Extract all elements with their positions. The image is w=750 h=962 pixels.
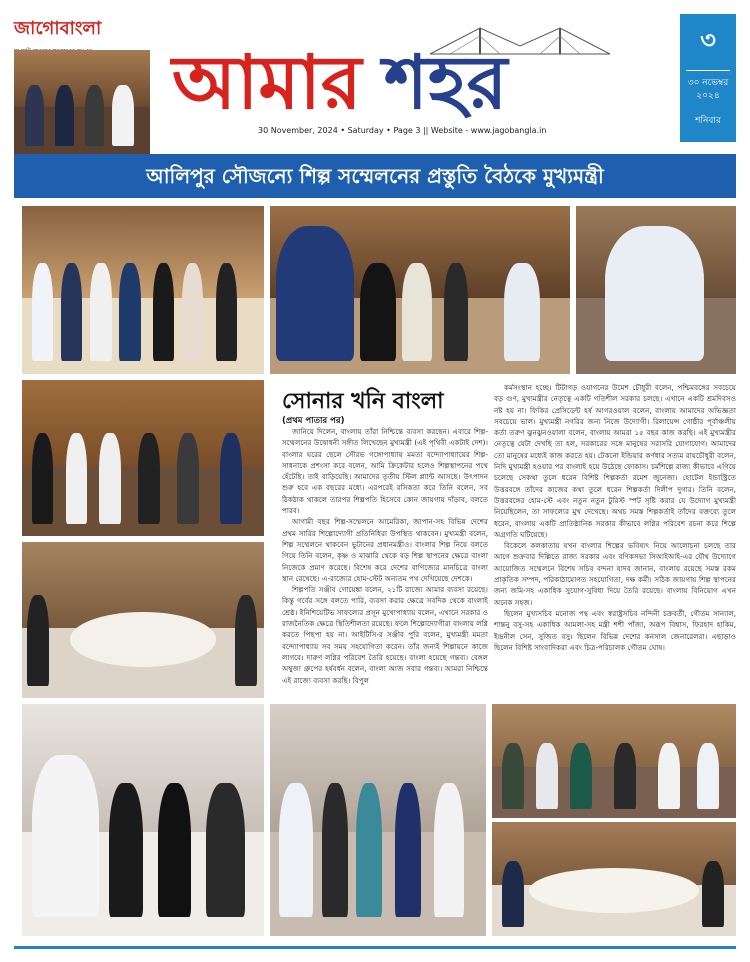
article-paragraph: বিকেলে কলকাতায় যখন বাংলার শিল্পের ভবিষ্যৎ নিয়ে আলোচনা চলছে তার আগে শুক্রবার দিল্লিতে রাজ্য সরকার এবং বণিকসভা সিআইআই-এর যৌথ উদ্যোগে আয়োজিত সম্মেলনে বিশেষ সচিব বন্দনা যাদব জানান, বাংলায় রয়েছে সমস্ত রকম প্রাকৃতিক সম্পদ, পরিকাঠামোগত সহযোগিতা, দক্ষ কর্মী। সঠিক জায়গায় শিল্প স্থাপনের জন্য জমি-সহ একাধিক সুযোগ-সুবিধা দিয়ে তৈরি রয়েছে। বাংলায় বিনিয়োগ এখন অনেক সহজ। (494, 541, 736, 607)
bottom-rule (14, 946, 736, 949)
masthead-part1: আমার (172, 40, 362, 126)
page-number: ৩ (700, 26, 716, 54)
photo-1 (22, 206, 264, 374)
photo-5 (22, 542, 264, 698)
article-paragraph: জানিয়ে দিলেন, বাংলায় তাঁরা নিশ্চিন্তে ব্যবসা করছেন। এবারে শিল্প-সম্মেলনের উদ্বোধনী সঙ্গীত লিখেছেন মুখ্যমন্ত্রী (এই পৃথিবী একটাই দেশ)। বাংলার ঘরের ছেলে সৌরভ গঙ্গোপাধ্যায় মমতা বন্দ্যোপাধ্যায়ের শিল্প-সাধনাকে প্রশংসা করে বলেন, আমি ক্রিকেটার হলেও শিল্পস্থাপনের পথে হেঁটেছি। তাই বাড়িয়েছি। আমাদের তৃতীয় স্টিল প্ল্যান্ট আসছে। উৎপাদন শুরু হবে এক বছরের মধ্যে। এরপরেই রসিকতা করে তিনি বলেন, সব ঠিকঠাক থাকলে তারপর শিল্পপতি হিসেবে কোন জায়গায় দাঁড়াব, বলতে পারব। (282, 427, 488, 516)
photo-8 (492, 704, 736, 818)
photo-9 (492, 822, 736, 936)
article-col2 (494, 382, 736, 698)
article-subtitle: (প্রথম পাতার পর) (282, 416, 345, 426)
article-paragraph: ছিলেন মুখ্যসচিব মনোজ পন্থ এবং স্বরাষ্ট্রসচিব নন্দিনী চক্রবর্তী, গৌতম সান্যাল, শান্তনু বসু-সহ একাধিক আমলা-সহ মন্ত্রী শশী পাঁজা, অরূপ বিশ্বাস, ফিরহাদ হাকিম, ইন্দ্রনীল সেন, সুজিত বসু। ছিলেন বিভিন্ন দেশের কনসাল জেনারেলরা। এছাড়াও ছিলেন বিশিষ্ট সাংবাদিকরা এবং চিত্র-পরিচালক গৌতম ঘোষ। (494, 608, 736, 652)
article-paragraph: কর্মসংস্থান হচ্ছে। টিটাগড় ওয়াগনের উমেশ চৌধুরী বলেন, পশ্চিমবঙ্গের সবচেয়ে বড় গুণ, মুখ্যমন্ত্রীর নেতৃত্বে একটি গতিশীল সরকার চলছে। এখানে একটি শ্রমদিবসও নষ্ট হয় না। ফিকির প্রেসিডেন্ট হর্ষ আগরওয়াল বলেন, বাংলায় আমাদের অভিজ্ঞতা সবচেয়ে ভাল। মুখ্যমন্ত্রী নগরির জন্য নিজে উদ্যোগী। রিলায়েন্স গোষ্ঠীর পূর্বাঞ্চলীয় কর্তা তরুণ ঝুনঝুনওয়ালা বলেন, বাংলায় আমরা ১৫ বছর কাজ করছি। এই মুখ্যমন্ত্রীর নেতৃত্বে যেটা দেখছি তা হল, সরকারের সঙ্গে মানুষের সরাসরি যোগাযোগ। আমাদের তো মানুষের মধ্যেই কাজ করতে হয়। টেকনো ইন্ডিয়ার কর্ণধার সত্যম রায়চৌধুরী বলেন, নিদি মুখ্যমন্ত্রী হওয়ার পর বাংলাই হয়ে উঠেছে ফোকাস। চর্মশিল্পে রাজ্য কীভাবে এগিয়ে চলেছে সেকথা তুলে ধরেন বিশিষ্ট শিল্পকর্তা রমেশ জুনেজা। হোটেল ইন্ডাস্ট্রিতে উত্তরবঙ্গে তাঁদের কাজের কথা তুলে ধরেন শিল্পকর্তা দিলীপ দুগার। তিনি বলেন, উত্তরবঙ্গের হোম-স্টে এবং নতুন নতুন টুরিস্ট স্পট সৃষ্টি করার যে উদ্যোগ মুখ্যমন্ত্রী নিয়েছিলেন, তা সাফল্যের মুখ দেখেছে। অথচ সমস্ত শিল্পকর্তাই তাঁদের বক্তব্যে তুলে ধরেন, বাংলায় একটি প্রাতিষ্ঠানিক সরকার কীভাবে লগ্নির পরিবেশ রচনা করে শিল্পে অগ্রগতি ঘটিয়েছে। (494, 383, 736, 539)
article-paragraph: আগামী বছর শিল্প-সম্মেলনে আমেরিকা, জাপান-সহ বিভিন্ন দেশের প্রথম সারির শিল্পোদ্যোগী প্রতিনিধিরা উপস্থিত থাকবেন। মুখ্যমন্ত্রী বলেন, শিল্প সম্মেলনে থাকবেন ভুটানের প্রধানমন্ত্রীও। বাংলার শিল্প নিয়ে বলতে গিয়ে তিনি বলেন, কৃষ্ণ ও মাঝারি থেকে বড় শিল্প স্থাপনের ক্ষেত্রে বাংলা নিজেকে প্রমাণ করেছে। বিশেষ করে দেশের বাণিজ্যের মানচিত্রে বাংলা স্থান রেখেছে। এ-রাজ্যের হোম-স্টেট অন্যতম পথ দেখিয়েছে দেশকে। (282, 517, 488, 583)
article-title: সোনার খনি বাংলা (282, 389, 444, 414)
brand-logo (14, 14, 150, 44)
photo-6 (22, 704, 264, 936)
article-paragraph: শিল্পপতি সঞ্জীব গোয়েঙ্কা বলেন, ২১টি রাজ্যে আমার ব্যবসা রয়েছে। কিন্তু গর্বের সঙ্গে বলতে পারি, ব্যবসা করার ক্ষেত্রে সবদিক থেকে বাংলাই শ্রেষ্ঠ। ইনিশিয়েটিভ সাফল্যের প্রসূন মুখোপাধ্যায় বলেন, এখানে সরকার ও রাজনৈতিক ক্ষেত্রে স্থিতিশীলতা রয়েছে। ফলে শিল্পোদ্যোগীরা বাংলায় লগ্নি করতে পিছপা হয় না। আইটিসি-র সঞ্জীব পুরি বলেন, মুখ্যমন্ত্রী মমতা বন্দ্যোপাধ্যায় সব সময় সহযোগিতা করেন। তাঁর জন্যই শিল্পায়নে কাজে লাগবে। দারুণ লগ্নির পরিবেশ তৈরি হয়েছে। বাংলা হয়েছে গন্তব্য। বেঙ্গল অম্বুজা গ্রুপের হর্ষবর্ধন বলেন, বাংলা আজ সবার গন্তব্য। আমরা নিশ্চিন্তে এই রাজ্যে ব্যবসা করছি। বিপুল (282, 585, 488, 685)
weekday: শনিবার (695, 116, 721, 126)
photo-2 (270, 206, 570, 374)
photo-7 (270, 704, 486, 936)
brand-name: জাগোবাংলা (14, 18, 102, 39)
date-line1: ৩০ নভেম্বর (687, 78, 729, 88)
date-line2: ২০২৪ (696, 91, 720, 101)
photo-3 (576, 206, 736, 374)
article-col1 (282, 426, 488, 698)
headline: আলিপুর সৌজন্যে শিল্প সম্মেলনের প্রস্তুতি বৈঠকে মুখ্যমন্ত্রী (146, 164, 604, 188)
masthead-part2: শহর (384, 40, 508, 126)
dateline: 30 November, 2024 • Saturday • Page 3 || Website - www.jagobangla.in (258, 126, 547, 135)
photo-4 (22, 380, 264, 536)
date-box (680, 14, 736, 142)
masthead (172, 38, 562, 128)
photo-header-small (14, 50, 150, 154)
